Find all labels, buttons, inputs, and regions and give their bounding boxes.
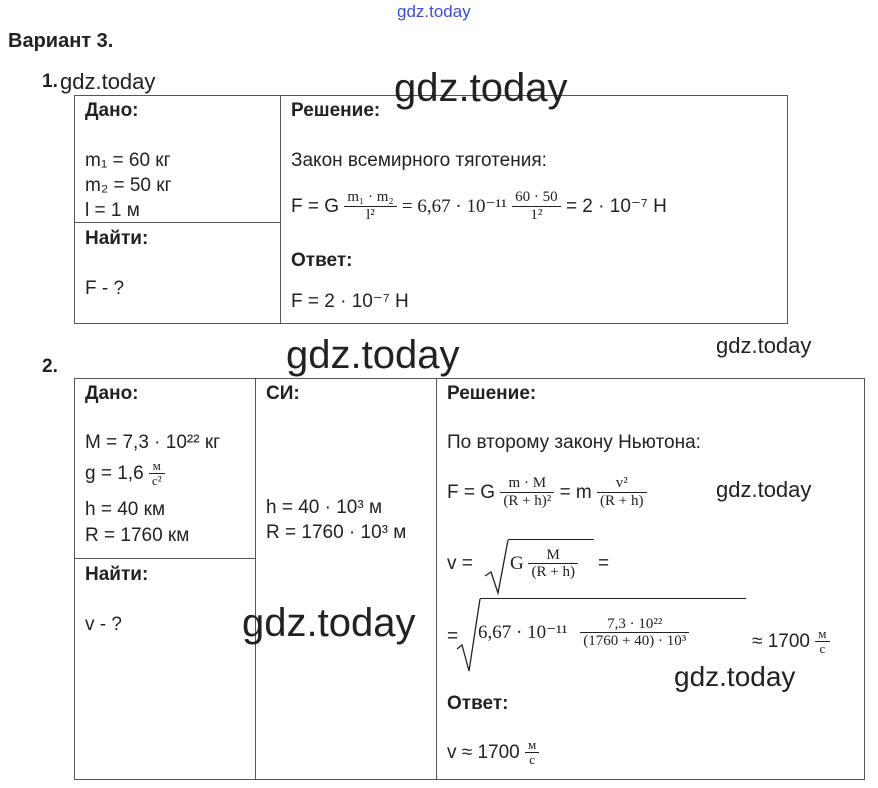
problem2-si-label: СИ: (266, 383, 300, 404)
fraction-denominator: l² (344, 206, 396, 224)
watermark: gdz.today (286, 333, 460, 377)
problem1-divider (280, 95, 281, 324)
fraction-denominator: с (815, 641, 829, 657)
formula-fraction (512, 190, 561, 224)
formula-fraction (597, 476, 646, 510)
watermark: gdz.today (716, 333, 812, 358)
formula-fraction (344, 190, 396, 224)
formula-lhs: F = G (447, 482, 496, 503)
problem2-law: По второму закону Ньютона: (447, 432, 701, 453)
problem2-formula2-eq: = (598, 553, 610, 574)
problem2-number: 2. (42, 356, 58, 377)
problem2-si-R: R = 1760 · 10³ м (266, 522, 407, 543)
problem2-formula3-radicand (478, 605, 689, 661)
problem2-divider-si (255, 378, 256, 780)
problem1-given-label: Дано: (85, 100, 139, 121)
problem2-formula3-eq: = (447, 626, 459, 647)
problem1-answer-label: Ответ: (291, 250, 353, 271)
watermark: gdz.today (60, 69, 156, 94)
fraction-denominator: с² (149, 473, 165, 489)
fraction-denominator: (R + h)² (500, 492, 554, 510)
formula-result: = 2 · 10⁻⁷ Н (565, 196, 667, 217)
watermark: gdz.today (716, 477, 812, 502)
unit-fraction (815, 627, 829, 657)
formula-fraction (528, 548, 577, 582)
watermark-top: gdz.today (397, 2, 471, 21)
given-g-value: g = 1,6 (85, 463, 144, 484)
problem2-find: v - ? (85, 614, 122, 635)
fraction-denominator: (R + h) (597, 492, 646, 510)
problem1-given-m2: m₂ = 50 кг (85, 175, 172, 196)
fraction-numerator: 7,3 · 10²² (607, 615, 663, 632)
formula-G: G (510, 553, 524, 574)
problem2-answer (447, 731, 539, 775)
formula-coefficient: = 6,67 · 10⁻¹¹ (401, 196, 507, 217)
fraction-denominator: (1760 + 40) · 10³ (580, 632, 689, 650)
problem1-find: F - ? (85, 278, 125, 299)
problem2-si-h: h = 40 · 10³ м (266, 497, 383, 518)
problem1-given-l: l = 1 м (85, 200, 140, 221)
fraction-numerator: м (528, 737, 537, 753)
problem1-law: Закон всемирного тяготения: (291, 150, 547, 171)
problem1-formula (291, 186, 667, 228)
fraction-numerator: 60 · 50 (515, 188, 558, 205)
page-heading: Вариант 3. (8, 30, 114, 52)
problem2-given-R: R = 1760 км (85, 525, 190, 546)
sqrt-icon (483, 538, 511, 596)
problem2-formula1 (447, 470, 647, 516)
formula-coefficient: 6,67 · 10⁻¹¹ (478, 622, 568, 643)
fraction-denominator: (R + h) (528, 563, 577, 581)
formula-mid: = m (559, 482, 592, 503)
formula-fraction (500, 476, 554, 510)
problem1-number: 1. (42, 71, 58, 92)
sqrt-bar (480, 598, 746, 599)
formula-lhs: F = G (291, 196, 340, 217)
problem2-find-label: Найти: (85, 564, 149, 585)
problem2-given-find-divider (74, 558, 255, 559)
problem2-given-label: Дано: (85, 383, 139, 404)
problem1-answer: F = 2 · 10⁻⁷ Н (291, 291, 409, 312)
problem1-solution-label: Решение: (291, 100, 381, 121)
watermark: gdz.today (394, 66, 568, 110)
problem2-given-M: M = 7,3 · 10²² кг (85, 432, 221, 453)
fraction-numerator: м (818, 626, 827, 642)
fraction-numerator: m · M (508, 474, 547, 491)
fraction-denominator: 1² (512, 206, 561, 224)
fraction-numerator: v² (615, 474, 628, 491)
fraction-numerator: м (152, 458, 161, 474)
problem2-formula2-radicand (510, 540, 578, 588)
problem2-given-h: h = 40 км (85, 499, 166, 520)
formula-fraction (580, 617, 689, 651)
watermark: gdz.today (674, 661, 796, 692)
answer-value: v ≈ 1700 (447, 742, 520, 763)
problem2-divider-solution (436, 378, 437, 780)
problem2-formula3-result (752, 622, 830, 662)
fraction-denominator: с (525, 752, 539, 768)
watermark: gdz.today (242, 601, 416, 645)
unit-fraction (149, 459, 165, 489)
problem2-given-g (85, 454, 165, 494)
problem2-solution-label: Решение: (447, 383, 537, 404)
problem2-answer-label: Ответ: (447, 693, 509, 714)
formula-result: ≈ 1700 (752, 631, 810, 652)
problem1-find-label: Найти: (85, 228, 149, 249)
fraction-numerator: M (546, 546, 560, 563)
problem2-formula2-lhs: v = (447, 553, 473, 574)
problem1-given-m1: m₁ = 60 кг (85, 150, 171, 171)
unit-fraction (525, 738, 539, 768)
problem1-given-find-divider (74, 222, 280, 223)
fraction-numerator: m₁ · m₂ (347, 188, 394, 205)
